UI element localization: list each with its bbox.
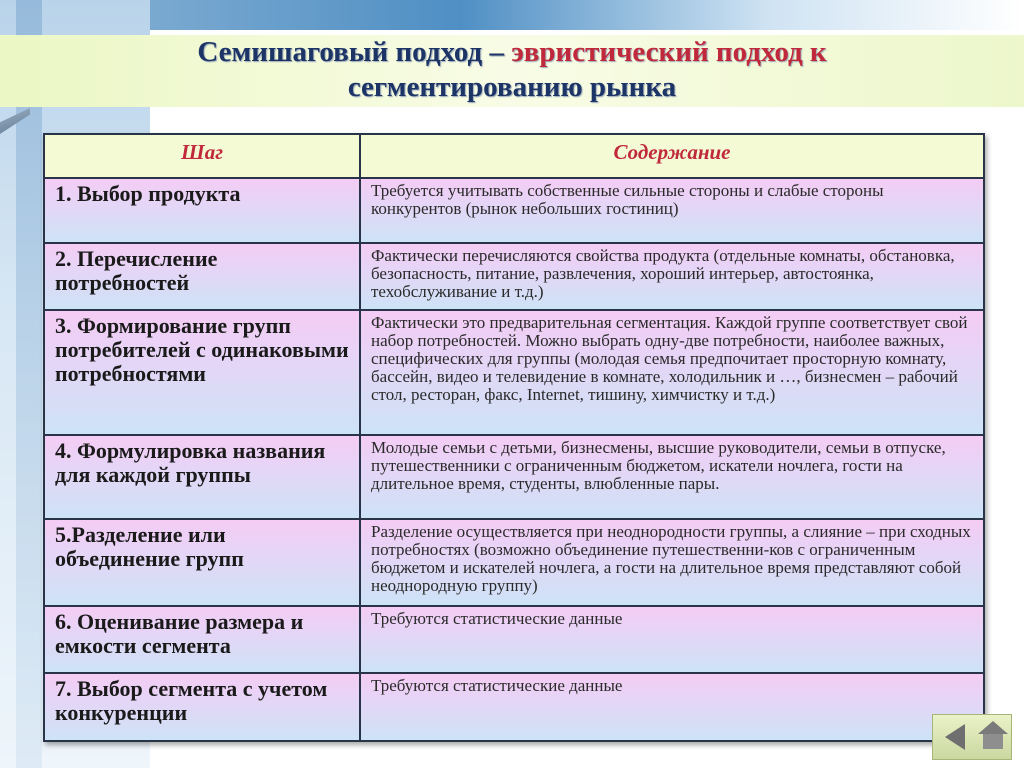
table-row bbox=[44, 673, 984, 741]
content-cell: Требуются статистические данные bbox=[360, 606, 984, 673]
table-row bbox=[44, 519, 984, 606]
step-cell: 6. Оценивание размера и емкости сегмента bbox=[44, 606, 360, 673]
table-row bbox=[44, 243, 984, 310]
back-arrow-icon[interactable] bbox=[945, 724, 965, 750]
steps-table bbox=[43, 133, 985, 742]
title-line2: сегментированию рынка bbox=[347, 71, 677, 103]
title-part1: Семишаговый подход – bbox=[197, 36, 512, 68]
page-title bbox=[0, 35, 1024, 107]
table-row bbox=[44, 310, 984, 435]
content-cell: Молодые семьи с детьми, бизнесмены, высшие руководители, семьи в отпуске, путешественники с ограниченным бюджетом, искатели ночлега, гости на длительное время, студенты, влюбленные пары. bbox=[360, 435, 984, 519]
table-row bbox=[44, 606, 984, 673]
step-cell: 1. Выбор продукта bbox=[44, 178, 360, 243]
step-cell: 2. Перечисление потребностей bbox=[44, 243, 360, 310]
title-part2: эвристический подход к bbox=[511, 36, 827, 68]
step-cell: 7. Выбор сегмента с учетом конкуренции bbox=[44, 673, 360, 741]
content-cell: Требуется учитывать собственные сильные стороны и слабые стороны конкурентов (рынок небольших гостиниц) bbox=[360, 178, 984, 243]
home-roof bbox=[978, 721, 1008, 734]
content-cell: Фактически это предварительная сегментация. Каждой группе соответствует свой набор потребностей. Можно выбрать одну-две потребности, наиболее важных, специфических для группы (молодая семья предпочитает просторную комнату, бассейн, видео и телевидение в комнате, холодильник и …, бизнесмен – рабочий стол, ресторан, факс, Internet, тишину, химчистку и т.д.) bbox=[360, 310, 984, 435]
navigation-buttons bbox=[932, 714, 1012, 760]
home-icon[interactable] bbox=[978, 721, 1008, 751]
content-cell: Фактически перечисляются свойства продукта (отдельные комнаты, обстановка, безопасность, питание, развлечения, хороший интерьер, автостоянка, техобслуживание и т.д.) bbox=[360, 243, 984, 310]
step-cell: 3. Формирование групп потребителей с одинаковыми потребностями bbox=[44, 310, 360, 435]
table-row bbox=[44, 178, 984, 243]
table-row bbox=[44, 435, 984, 519]
content-cell: Разделение осуществляется при неоднородности группы, а слияние – при сходных потребностях (возможно объединение путешественни-ков с ограниченным бюджетом и искателей ночлега, а гости на длительное время представляют собой неоднородную группу) bbox=[360, 519, 984, 606]
header-content: Содержание bbox=[360, 134, 984, 178]
step-cell: 4. Формулировка названия для каждой группы bbox=[44, 435, 360, 519]
content-cell: Требуются статистические данные bbox=[360, 673, 984, 741]
header-step: Шаг bbox=[44, 134, 360, 178]
home-body bbox=[983, 734, 1003, 749]
table-header-row bbox=[44, 134, 984, 178]
step-cell: 5.Разделение или объединение групп bbox=[44, 519, 360, 606]
header-decoration bbox=[0, 0, 1024, 30]
